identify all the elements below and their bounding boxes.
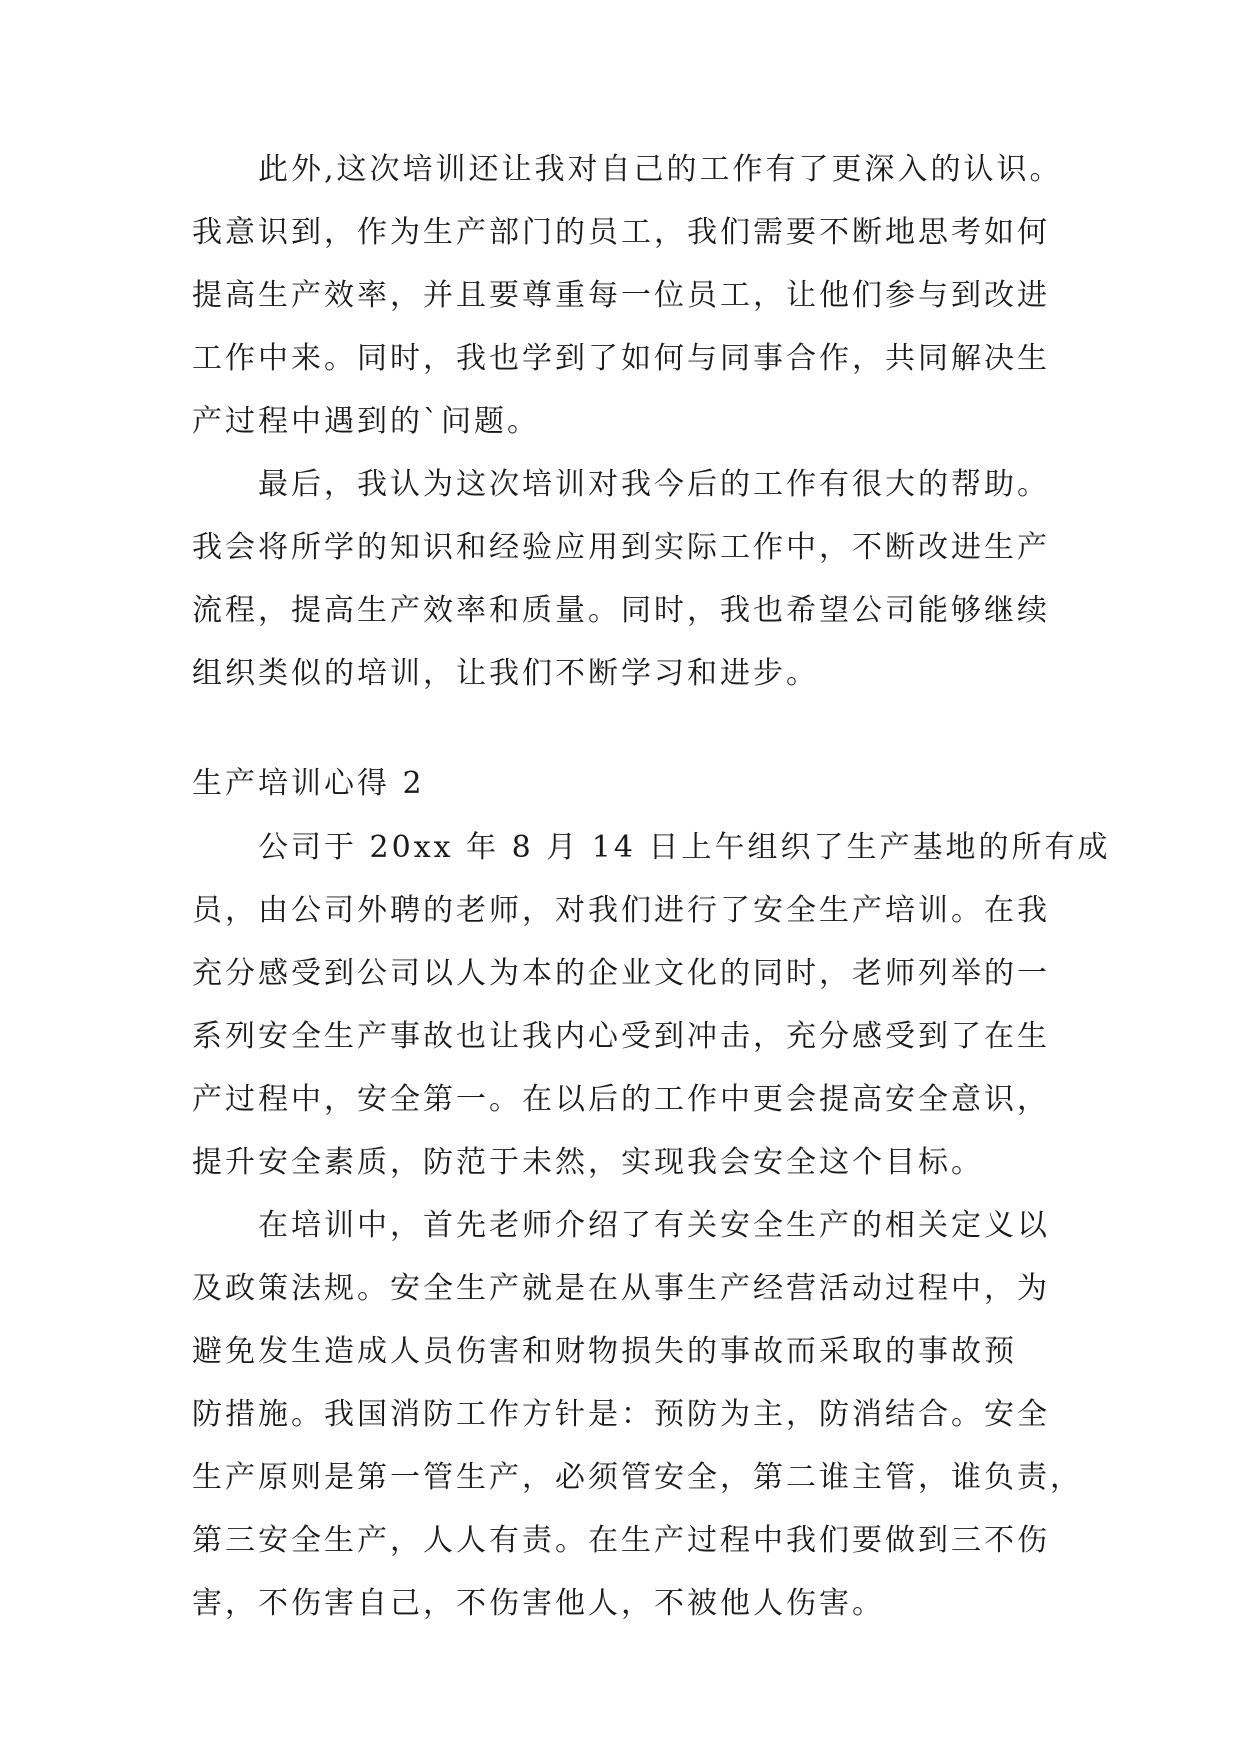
text-line: 提高生产效率，并且要尊重每一位员工，让他们参与到改进 [192, 278, 1050, 313]
text-line: 工作中来。同时，我也学到了如何与同事合作，共同解决生 [192, 341, 1050, 376]
text-line: 我意识到，作为生产部门的员工，我们需要不断地思考如何 [192, 215, 1050, 250]
text-line: 在培训中，首先老师介绍了有关安全生产的相关定义以 [258, 1208, 1050, 1243]
text-line: 充分感受到公司以人为本的企业文化的同时，老师列举的一 [192, 956, 1050, 991]
text-line: 避免发生造成人员伤害和财物损失的事故而采取的事故预 [192, 1334, 1017, 1369]
text-line: 产过程中遇到的`问题。 [192, 404, 540, 439]
text-line: 最后，我认为这次培训对我今后的工作有很大的帮助。 [258, 467, 1050, 502]
text-line: 提升安全素质，防范于未然，实现我会安全这个目标。 [192, 1145, 984, 1180]
text-line: 产过程中，安全第一。在以后的工作中更会提高安全意识， [192, 1082, 1050, 1117]
text-line: 公司于 20xx 年 8 月 14 日上午组织了生产基地的所有成 [258, 830, 1111, 865]
text-line: 流程，提高生产效率和质量。同时，我也希望公司能够继续 [192, 593, 1050, 628]
text-line: 生产原则是第一管生产，必须管安全，第二谁主管，谁负责， [192, 1460, 1083, 1495]
text-line: 系列安全生产事故也让我内心受到冲击，充分感受到了在生 [192, 1019, 1050, 1054]
text-line: 我会将所学的知识和经验应用到实际工作中，不断改进生产 [192, 530, 1050, 565]
text-line: 防措施。我国消防工作方针是：预防为主，防消结合。安全 [192, 1397, 1050, 1432]
text-line: 害，不伤害自己，不伤害他人，不被他人伤害。 [192, 1586, 885, 1621]
text-line: 此外,这次培训还让我对自己的工作有了更深入的认识。 [258, 152, 1063, 187]
section-heading: 生产培训心得 2 [192, 766, 425, 801]
text-line: 员，由公司外聘的老师，对我们进行了安全生产培训。在我 [192, 893, 1050, 928]
text-line: 组织类似的培训，让我们不断学习和进步。 [192, 656, 819, 691]
text-line: 第三安全生产，人人有责。在生产过程中我们要做到三不伤 [192, 1523, 1050, 1558]
text-line: 及政策法规。安全生产就是在从事生产经营活动过程中，为 [192, 1271, 1050, 1306]
